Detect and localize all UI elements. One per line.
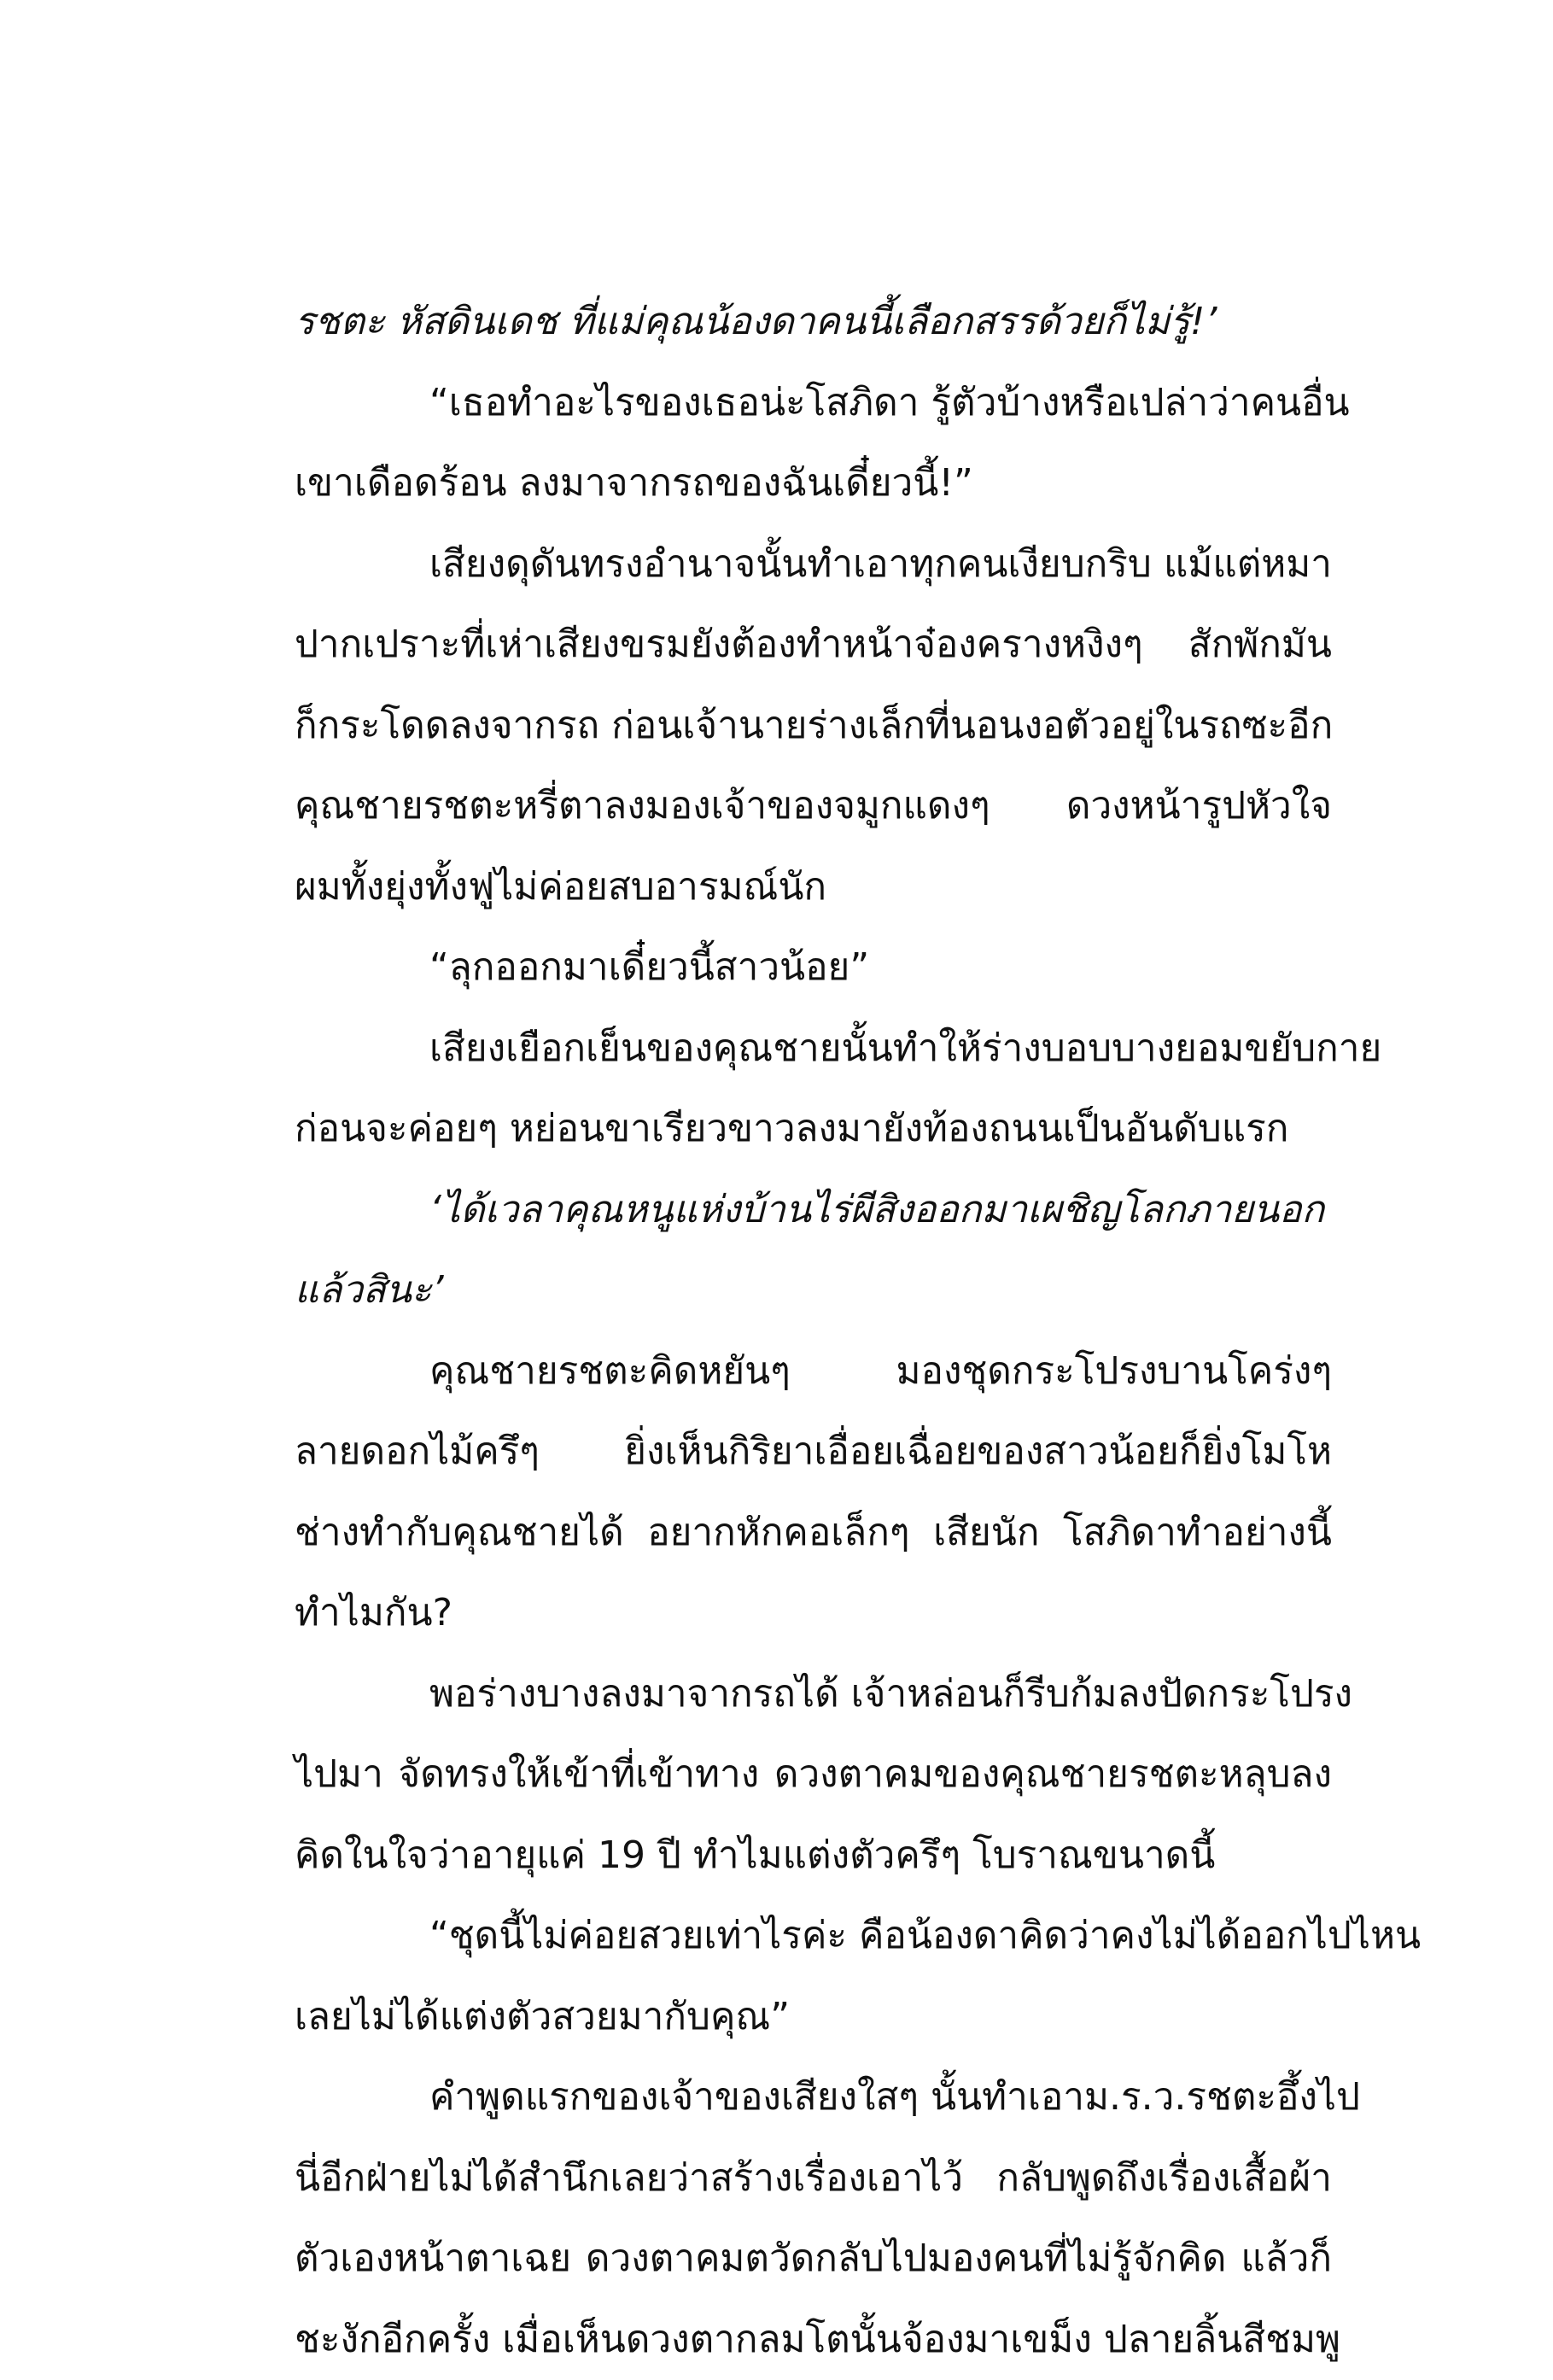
text-line: ก็กระโดดลงจากรถ ก่อนเจ้านายร่างเล็กที่นอนงอตัวอยู่ในรถซะอีก <box>295 686 1332 767</box>
text-line: คิดในใจว่าอายุแค่ 19 ปี ทำไมแต่งตัวครึๆ โบราณขนาดนี้ <box>295 1816 1332 1897</box>
text-line: พอร่างบางลงมาจากรถได้ เจ้าหล่อนก็รีบก้มลงปัดกระโปรง <box>295 1654 1332 1735</box>
text-line: ปากเปราะที่เห่าเสียงขรมยังต้องทำหน้าจ๋องครางหงิงๆ สักพักมัน <box>295 605 1332 686</box>
text-line: ลายดอกไม้ครึๆ ยิ่งเห็นกิริยาเอื่อยเฉื่อยของสาวน้อยก็ยิ่งโมโห <box>295 1412 1332 1493</box>
text-line: ตัวเองหน้าตาเฉย ดวงตาคมตวัดกลับไปมองคนที่ไม่รู้จักคิด แล้วก็ <box>295 2219 1332 2300</box>
book-page <box>295 282 1332 2380</box>
text-line: “ชุดนี้ไม่ค่อยสวยเท่าไรค่ะ คือน้องดาคิดว่าคงไม่ได้ออกไปไหน <box>295 1896 1332 1977</box>
text-line: ช่างทำกับคุณชายได้ อยากหักคอเล็กๆ เสียนัก โสภิดาทำอย่างนี้ <box>295 1493 1332 1574</box>
text-line: รชตะ หัสดินเดช ที่แม่คุณน้องดาคนนี้เลือกสรรด้วยก็ไม่รู้!’ <box>295 282 1332 363</box>
text-line: แล้วสินะ’ <box>295 1250 1332 1331</box>
text-line: เลยไม่ได้แต่งตัวสวยมากับคุณ” <box>295 1977 1332 2058</box>
text-line: “ลุกออกมาเดี๋ยวนี้สาวน้อย” <box>295 927 1332 1009</box>
text-line: ‘ได้เวลาคุณหนูแห่งบ้านไร่ผีสิงออกมาเผชิญโลกภายนอก <box>295 1170 1332 1251</box>
text-line: ก่อนจะค่อยๆ หย่อนขาเรียวขาวลงมายังท้องถนนเป็นอันดับแรก <box>295 1089 1332 1170</box>
text-line: ทำไมกัน? <box>295 1573 1332 1654</box>
text-line: ไปมา จัดทรงให้เข้าที่เข้าทาง ดวงตาคมของคุณชายรชตะหลุบลง <box>295 1734 1332 1816</box>
text-line: เสียงดุดันทรงอำนาจนั้นทำเอาทุกคนเงียบกริบ แม้แต่หมา <box>295 524 1332 605</box>
text-line: เสียงเยือกเย็นของคุณชายนั้นทำให้ร่างบอบบางยอมขยับกาย <box>295 1009 1332 1090</box>
text-line: “เธอทำอะไรของเธอน่ะโสภิดา รู้ตัวบ้างหรือเปล่าว่าคนอื่น <box>295 363 1332 444</box>
text-line: นี่อีกฝ่ายไม่ได้สำนึกเลยว่าสร้างเรื่องเอาไว้ กลับพูดถึงเรื่องเสื้อผ้า <box>295 2138 1332 2219</box>
text-line: คุณชายรชตะหรี่ตาลงมองเจ้าของจมูกแดงๆ ดวงหน้ารูปหัวใจ <box>295 766 1332 847</box>
text-line: คุณชายรชตะคิดหยันๆ มองชุดกระโปรงบานโคร่งๆ <box>295 1331 1332 1412</box>
text-line: ผมทั้งยุ่งทั้งฟูไม่ค่อยสบอารมณ์นัก <box>295 847 1332 928</box>
text-line: เขาเดือดร้อน ลงมาจากรถของฉันเดี๋ยวนี้!” <box>295 443 1332 524</box>
text-line: ชะงักอีกครั้ง เมื่อเห็นดวงตากลมโตนั้นจ้องมาเขม็ง ปลายลิ้นสีชมพู <box>295 2300 1332 2380</box>
text-line: คำพูดแรกของเจ้าของเสียงใสๆ นั้นทำเอาม.ร.ว.รชตะอึ้งไป <box>295 2057 1332 2138</box>
